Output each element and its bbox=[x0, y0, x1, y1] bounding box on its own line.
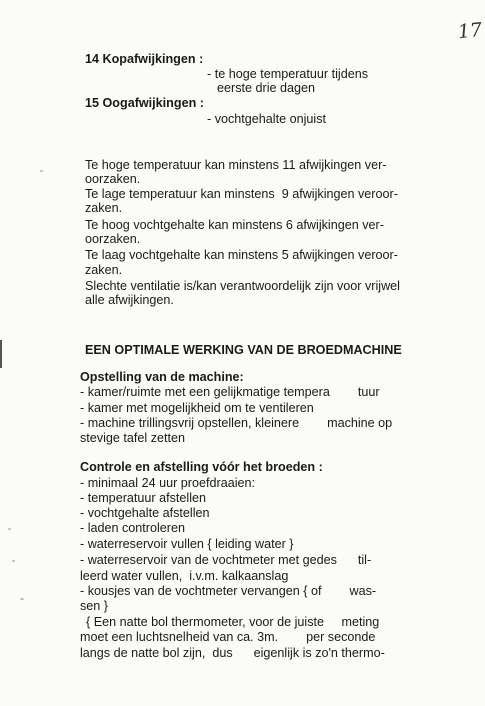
text-line: moet een luchtsnelheid van ca. 3m. per seconde bbox=[80, 630, 376, 644]
text-line: langs de natte bol zijn, dus eigenlijk is zo'n thermo- bbox=[80, 646, 385, 660]
text-line: alle afwijkingen. bbox=[85, 293, 174, 307]
text-line: eerste drie dagen bbox=[217, 81, 316, 95]
list-item: - kamer met mogelijkheid om te ventileren bbox=[80, 401, 314, 415]
scan-speck bbox=[40, 170, 43, 172]
scan-speck bbox=[8, 528, 11, 530]
text-line: { Een natte bol thermometer, voor de juiste meting bbox=[86, 615, 380, 629]
text-line: - vochtgehalte onjuist bbox=[207, 112, 327, 126]
list-item: - vochtgehalte afstellen bbox=[80, 506, 210, 520]
list-item: - machine trillingsvrij opstellen, kleinere machine op bbox=[80, 416, 393, 430]
text-line: sen } bbox=[80, 599, 109, 613]
text-line: oorzaken. bbox=[85, 232, 141, 246]
heading-kopafwijkingen: 14 Kopafwijkingen : bbox=[85, 52, 204, 66]
scan-speck bbox=[20, 598, 24, 600]
list-item: - kousjes van de vochtmeter vervangen { of was- bbox=[80, 584, 377, 598]
heading-oogafwijkingen: 15 Oogafwijkingen : bbox=[85, 96, 204, 110]
text-line: leerd water vullen, i.v.m. kalkaanslag bbox=[80, 569, 289, 583]
list-item: - waterreservoir vullen { leiding water } bbox=[80, 537, 294, 551]
list-item: - temperatuur afstellen bbox=[80, 491, 206, 505]
page-number: 17 bbox=[456, 18, 484, 44]
text-line: Slechte ventilatie is/kan verantwoordelijk zijn voor vrijwel bbox=[85, 279, 400, 293]
scan-edge-mark bbox=[0, 340, 2, 368]
text-line: - te hoge temperatuur tijdens bbox=[207, 67, 369, 81]
text-line: stevige tafel zetten bbox=[80, 431, 186, 445]
subheading-controle: Controle en afstelling vóór het broeden : bbox=[80, 460, 323, 474]
list-item: - laden controleren bbox=[80, 521, 186, 535]
text-line: zaken. bbox=[85, 201, 123, 215]
list-item: - waterreservoir van de vochtmeter met gedes til- bbox=[80, 553, 372, 567]
text-line: Te laag vochtgehalte kan minstens 5 afwijkingen veroor- bbox=[85, 248, 398, 262]
scan-speck bbox=[12, 560, 15, 562]
text-line: Te hoge temperatuur kan minstens 11 afwijkingen ver- bbox=[85, 158, 387, 172]
list-item: - minimaal 24 uur proefdraaien: bbox=[80, 476, 256, 490]
section-title: EEN OPTIMALE WERKING VAN DE BROEDMACHINE bbox=[85, 343, 402, 357]
list-item: - kamer/ruimte met een gelijkmatige tempera tuur bbox=[80, 385, 380, 399]
text-line: Te hoog vochtgehalte kan minstens 6 afwijkingen ver- bbox=[85, 218, 384, 232]
text-line: oorzaken. bbox=[85, 172, 141, 186]
text-line: zaken. bbox=[85, 263, 123, 277]
subheading-opstelling: Opstelling van de machine: bbox=[80, 370, 244, 384]
text-line: Te lage temperatuur kan minstens 9 afwijkingen veroor- bbox=[85, 187, 398, 201]
